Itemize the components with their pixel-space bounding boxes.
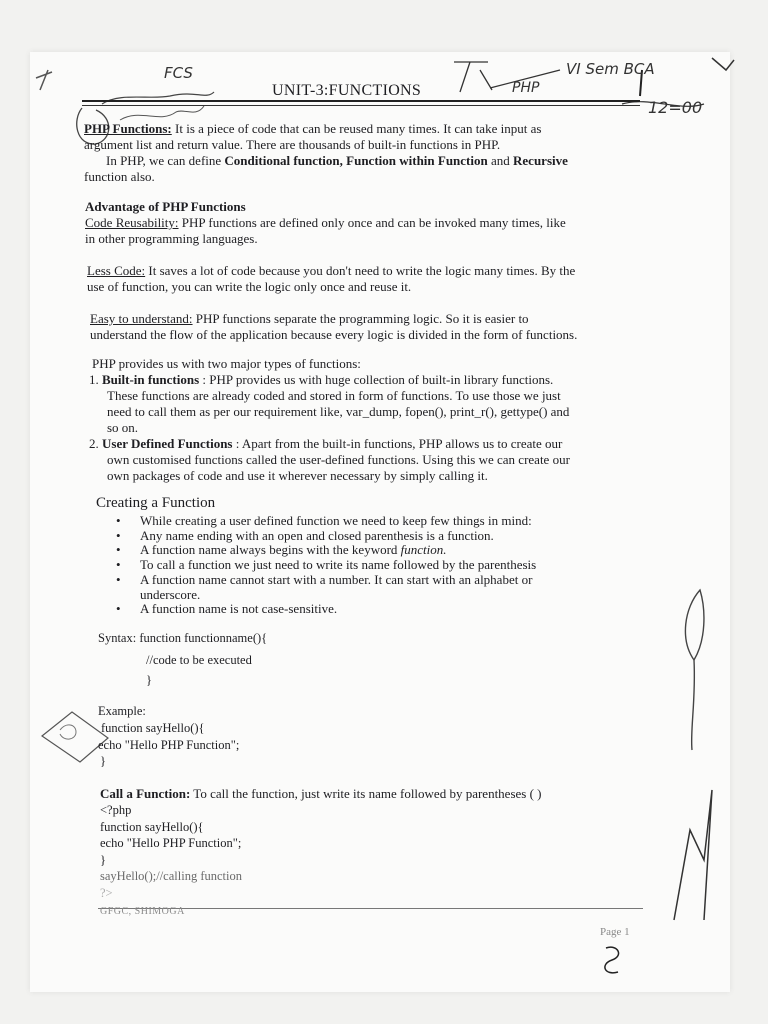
- less-label: Less Code:: [87, 263, 146, 278]
- handwritten-note-time: 12=00: [648, 98, 703, 117]
- types-item2-label: User Defined Functions: [102, 436, 233, 451]
- example-line3: }: [100, 754, 106, 768]
- reuse-line1: PHP functions are defined only once and can be invoked many times, like: [178, 215, 566, 230]
- types-item1-line1: : PHP provides us with huge collection of built-in library functions.: [199, 372, 554, 387]
- types-item2-line2: own customised functions called the user-defined functions. Using this we can create our: [107, 452, 570, 467]
- list-item: [116, 543, 616, 558]
- advantages-heading: Advantage of PHP Functions: [85, 199, 246, 214]
- list-item: • Any name ending with an open and closed parenthesis is a function.: [116, 529, 616, 544]
- easy-paragraph: [90, 311, 650, 343]
- less-code-paragraph: [87, 263, 647, 295]
- easy-line1: PHP functions separate the programming logic. So it is easier to: [192, 311, 529, 326]
- handwritten-note-php: PHP: [512, 80, 540, 96]
- page-number: Page 1: [600, 926, 630, 938]
- intro-line4: function also.: [84, 169, 155, 184]
- call-text: To call the function, just write its name followed by parentheses ( ): [190, 786, 542, 801]
- page-title: UNIT-3:FUNCTIONS: [272, 82, 422, 99]
- example-line1: function sayHello(){: [101, 721, 205, 735]
- types-item1-line4: so on.: [107, 420, 139, 435]
- list-item: • A function name is not case-sensitive.: [116, 602, 616, 617]
- intro-lead: PHP Functions:: [84, 121, 172, 136]
- creating-heading: Creating a Function: [96, 495, 216, 511]
- types-item2-line3: own packages of code and use it wherever necessary by simply calling it.: [107, 468, 488, 483]
- intro-line3a: In PHP, we can define: [106, 153, 225, 168]
- intro-line3d: Recursive: [513, 153, 568, 168]
- reuse-label: Code Reusability:: [85, 215, 179, 230]
- creating-bullet-list: [116, 514, 616, 617]
- less-line1: It saves a lot of code because you don't need to write the logic many times. By the: [145, 263, 576, 278]
- syntax-line3: }: [146, 673, 152, 687]
- code-line: function sayHello(){: [100, 819, 204, 834]
- types-item2-line1: : Apart from the built-in functions, PHP allows us to create our: [232, 436, 563, 451]
- bullet5-text: A function name cannot start with a number. It can start with an alphabet or: [140, 571, 533, 587]
- example-label: Example:: [98, 704, 146, 718]
- types-intro: PHP provides us with two major types of functions:: [92, 356, 361, 371]
- reuse-line2: in other programming languages.: [85, 231, 258, 246]
- list-item: • While creating a user defined function we need to keep few things in mind:: [116, 514, 616, 529]
- code-line: echo "Hello PHP Function";: [100, 836, 242, 850]
- intro-line1: It is a piece of code that can be reused many times. It can take input as: [171, 121, 542, 136]
- call-label: Call a Function:: [100, 786, 191, 801]
- types-item1-label: Built-in functions: [102, 372, 200, 387]
- types-item1-line2: These functions are already coded and stored in form of functions. To use those we just: [107, 388, 561, 403]
- title-rule-thin: [82, 105, 640, 106]
- types-section: [89, 356, 652, 484]
- list-item: • To call a function we just need to write its name followed by the parenthesis: [116, 558, 616, 573]
- handwritten-note-sem: VI Sem BCA: [566, 60, 655, 78]
- code-line: sayHello();//calling function: [100, 869, 242, 883]
- call-code-block: [100, 802, 242, 901]
- list-item: [116, 573, 616, 602]
- code-line: }: [100, 852, 106, 867]
- example-line2: echo "Hello PHP Function";: [98, 738, 240, 752]
- easy-line2: understand the flow of the application because every logic is divided in the form of functions.: [90, 327, 578, 342]
- intro-line2: argument list and return value. There are thousands of built-in functions in PHP.: [84, 137, 501, 152]
- easy-label: Easy to understand:: [90, 311, 193, 326]
- code-line: ?>: [100, 885, 113, 900]
- bullet3-text: A function name always begins with the keyword: [140, 542, 401, 558]
- advantages-section: [85, 199, 645, 247]
- bullet5-cont: underscore.: [140, 586, 201, 602]
- intro-paragraph: [84, 121, 644, 185]
- types-item1-num: 1.: [89, 372, 99, 387]
- code-line: <?php: [100, 803, 132, 817]
- types-item2-num: 2.: [89, 436, 99, 451]
- syntax-line2: //code to be executed: [146, 653, 252, 667]
- intro-line3b: Conditional function, Function within Function: [224, 153, 488, 168]
- footer-college: GFGC, SHIMOGA: [100, 906, 185, 917]
- types-item1-line3: need to call them as per our requirement like, var_dump, fopen(), print_r(), gettype() and: [107, 404, 570, 419]
- call-paragraph: [100, 786, 620, 802]
- intro-line3c: and: [487, 153, 514, 168]
- less-line2: use of function, you can write the logic only once and reuse it.: [87, 279, 412, 294]
- syntax-line1: Syntax: function functionname(){: [98, 631, 268, 645]
- handwritten-note-fcs: FCS: [164, 64, 193, 82]
- bullet3-italic: function.: [400, 542, 447, 558]
- title-rule-thick: [82, 100, 640, 102]
